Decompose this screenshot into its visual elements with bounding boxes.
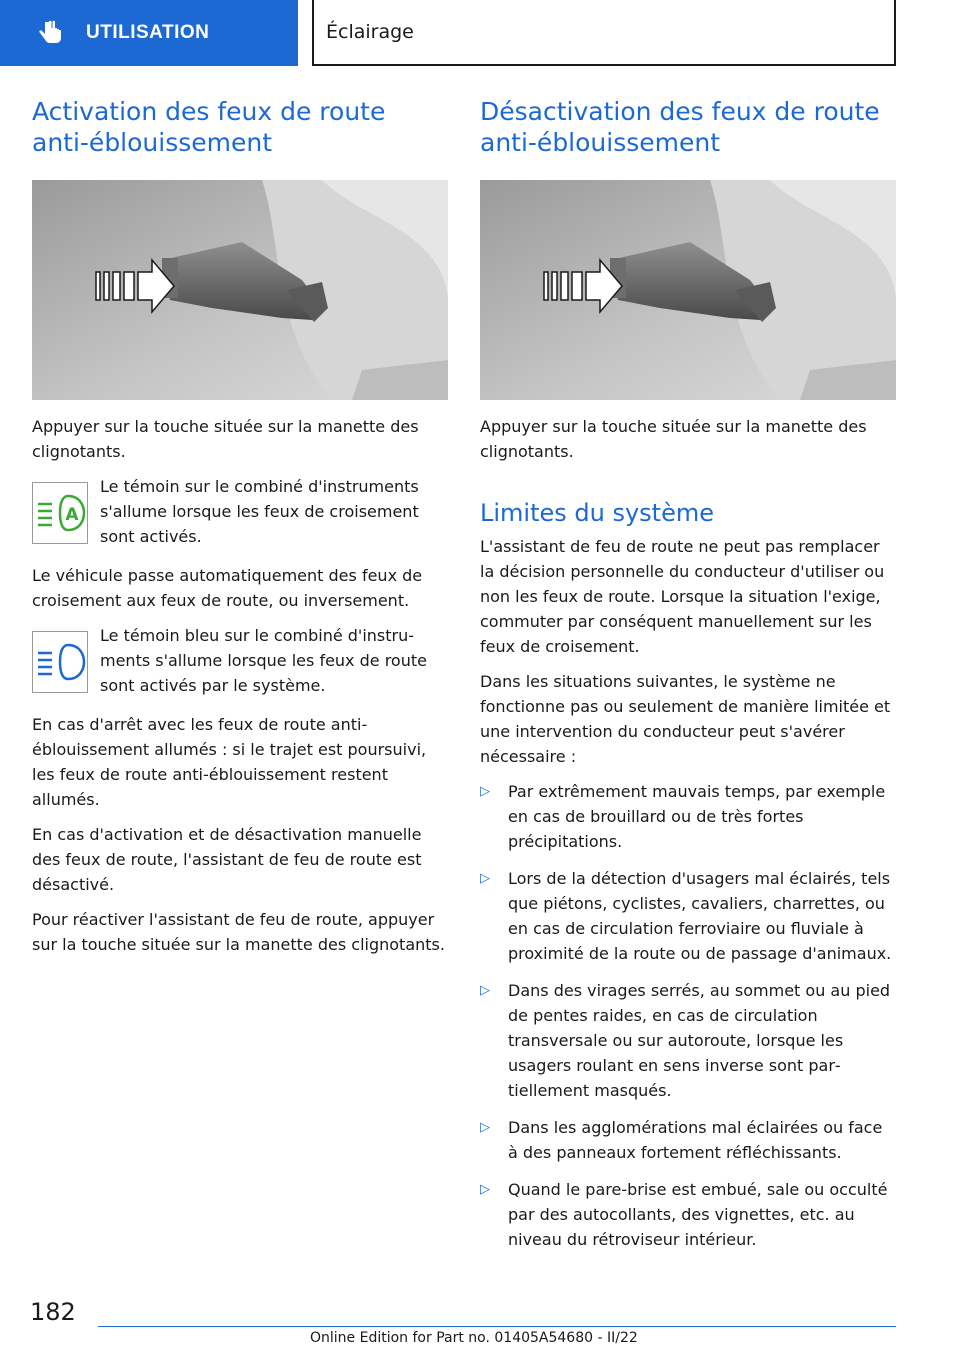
activation-intro: Appuyer sur la touche située sur la manette des clignotants.	[32, 417, 419, 461]
list-item-text: Dans les agglomérations mal éclairées ou face à des panneaux fortement réfléchissants.	[508, 1118, 883, 1162]
limits-heading: Limites du système	[480, 499, 714, 527]
section-tab	[0, 0, 298, 66]
stop-text: En cas d'arrêt avec les feux de route anti-éblouissement allumés : si le trajet est poursuivi, les feux de route anti-éblouissement restent allumés.	[32, 715, 427, 809]
reactivate-text: Pour réactiver l'assistant de feu de route, appuyer sur la touche située sur la manette des clignotants.	[32, 910, 445, 954]
high-beam-indicator-icon	[32, 631, 88, 693]
limits-text: L'assistant de feu de route ne peut pas remplacer la décision personnelle du conducteur d'utiliser ou non les feux de route. Lorsque la situation l'exige, commuter par conséquent manuellement sur les feux de croisement.	[480, 537, 885, 656]
bullet-triangle-icon: ▷	[480, 983, 490, 998]
list-item-text: Quand le pare-brise est embué, sale ou occulté par des autocollants, des vignettes, etc. au niveau du rétroviseur intérieur.	[508, 1180, 888, 1249]
deactivation-intro: Appuyer sur la touche située sur la manette des clignotants.	[480, 417, 867, 461]
activation-heading: Activation des feux de route anti-éblouissement	[32, 97, 386, 157]
footer-edition: Online Edition for Part no. 01405A54680 - II/22	[310, 1330, 638, 1346]
bullet-triangle-icon: ▷	[480, 784, 490, 799]
bullet-triangle-icon: ▷	[480, 1120, 490, 1135]
list-item-text: Lors de la détection d'usagers mal éclairés, tels que piétons, cyclistes, cavaliers, charrettes, ou en cas de circulation ferroviaire ou fluviale à proximité de la route ou de passage d'animaux.	[508, 869, 892, 963]
hand-pointer-icon	[32, 16, 66, 50]
deactivation-heading: Désactivation des feux de route anti-éblouissement	[480, 97, 880, 157]
manual-text: En cas d'activation et de désactivation manuelle des feux de route, l'assistant de feu de route est désactivé.	[32, 825, 422, 894]
situations-text: Dans les situations suivantes, le système ne fonctionne pas ou seulement de manière limitée et une intervention du conducteur peut s'avérer nécessaire :	[480, 672, 891, 766]
svg-text:A: A	[65, 505, 79, 525]
list-item-text: Par extrêmement mauvais temps, par exemple en cas de brouillard ou de très fortes précipitations.	[508, 782, 886, 851]
note-low-beam	[32, 474, 448, 549]
turn-signal-stalk-photo-2	[480, 180, 896, 400]
list-item	[480, 866, 896, 966]
list-item	[480, 779, 896, 854]
page-number: 182	[30, 1298, 76, 1326]
bullet-triangle-icon: ▷	[480, 871, 490, 886]
section-title: UTILISATION	[86, 22, 210, 43]
auto-switch-text: Le véhicule passe automatiquement des feux de croisement aux feux de route, ou inversement.	[32, 566, 423, 610]
note-high-beam-text: Le témoin bleu sur le combiné d'instruments s'allume lorsque les feux de route sont activés par le système.	[100, 626, 427, 695]
left-column	[32, 96, 448, 967]
situations-list	[480, 779, 896, 1252]
high-beam-assist-indicator-icon	[32, 482, 88, 544]
list-item	[480, 978, 896, 1103]
chapter-header	[312, 0, 896, 66]
right-column	[480, 96, 896, 1264]
list-item	[480, 1115, 896, 1165]
bullet-triangle-icon: ▷	[480, 1182, 490, 1197]
list-item-text: Dans des virages serrés, au sommet ou au pied de pentes raides, en cas de circulation transversale ou sur autoroute, lorsque les usagers roulant en sens inverse sont partiellement masqués.	[508, 981, 891, 1100]
turn-signal-stalk-photo	[32, 180, 448, 400]
chapter-title: Éclairage	[326, 21, 414, 43]
footer-divider	[98, 1326, 896, 1327]
list-item	[480, 1177, 896, 1252]
note-high-beam	[32, 623, 448, 698]
note-low-beam-text: Le témoin sur le combiné d'instruments s'allume lorsque les feux de croisement sont activés.	[100, 477, 419, 546]
